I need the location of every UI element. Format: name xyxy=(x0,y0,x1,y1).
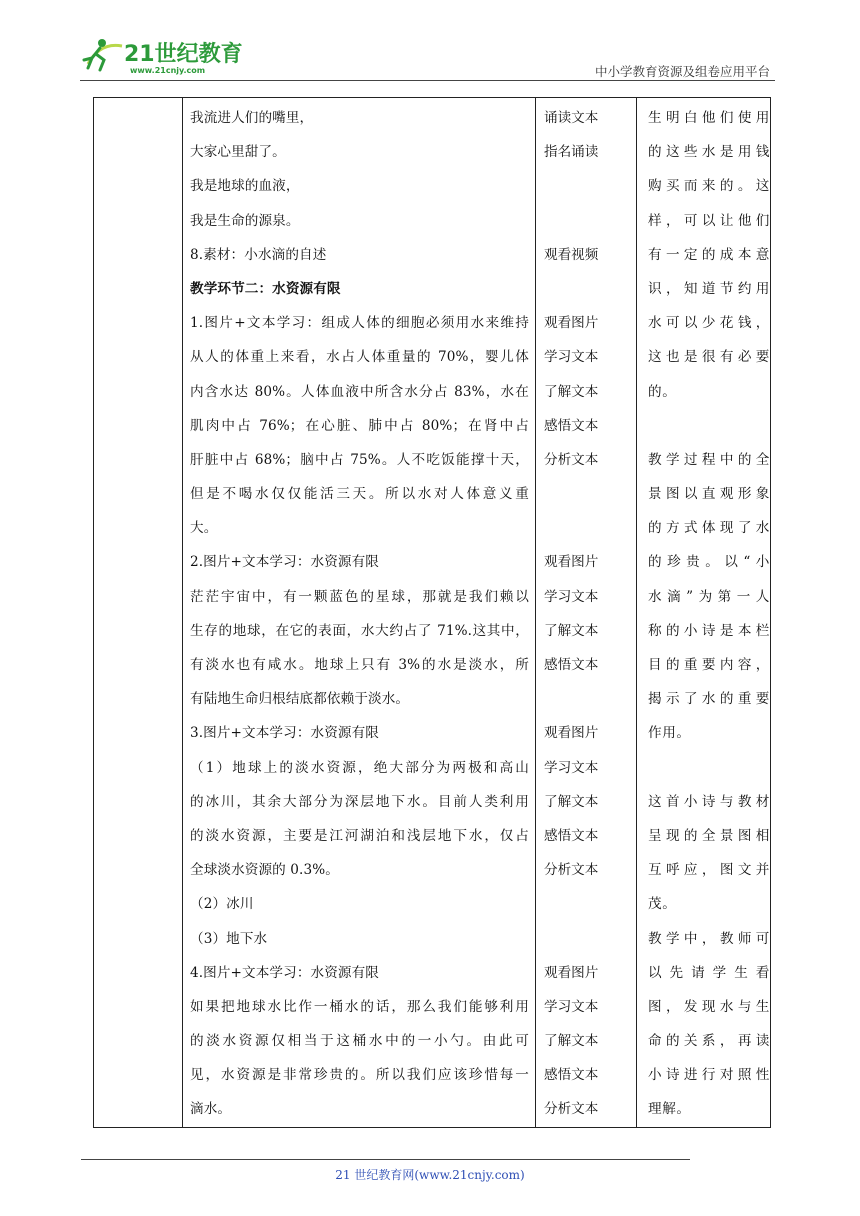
activity-line xyxy=(536,204,636,238)
design-line: 样，可以让他们 xyxy=(648,212,770,229)
activity-line: 学习文本 xyxy=(544,759,599,776)
design-line: 命的关系，再读 xyxy=(648,1033,770,1050)
content-line: 滴水。 xyxy=(190,1101,232,1118)
design-line: 教学过程中的全 xyxy=(648,451,770,468)
design-line: 的这些水是用钱 xyxy=(648,144,770,161)
content-line: 的淡水资源，主要是江河湖泊和浅层地下水，仅占 xyxy=(190,827,529,844)
design-line: 教学中，教师可 xyxy=(648,930,770,947)
runner-logo-icon xyxy=(78,34,248,78)
design-cell xyxy=(637,98,771,1128)
activity-line: 感悟文本 xyxy=(544,657,599,673)
content-line: （2）冰川 xyxy=(190,896,254,913)
activity-line: 感悟文本 xyxy=(544,417,599,434)
content-line: 2.图片+文本学习：水资源有限 xyxy=(190,554,379,571)
activity-line: 诵读文本 xyxy=(544,110,599,126)
design-line: 景图以直观形象 xyxy=(648,486,770,503)
design-line: 购买而来的。这 xyxy=(648,178,770,195)
content-line: 我是生命的源泉。 xyxy=(190,212,300,229)
activity-line: 分析文本 xyxy=(544,862,599,879)
design-line: 茂。 xyxy=(648,896,677,913)
content-line: 的冰川，其余大部分为深层地下水。目前人类利用 xyxy=(190,793,529,810)
design-line xyxy=(637,409,770,443)
design-line: 识，知道节约用 xyxy=(648,280,770,297)
design-line: 的珍贵。以“小 xyxy=(648,554,770,571)
content-line: 但是不喝水仅仅能活三天。所以水对人体意义重 xyxy=(190,486,529,503)
content-line: 8.素材：小水滴的自述 xyxy=(190,246,327,263)
content-line: 我流进人们的嘴里， xyxy=(190,110,314,126)
lesson-plan-table xyxy=(93,97,771,1128)
design-line xyxy=(637,751,770,785)
activity-line: 指名诵读 xyxy=(544,144,599,161)
design-line: 的。 xyxy=(648,383,677,400)
content-line: 1.图片+文本学习：组成人体的细胞必须用水来维持 xyxy=(190,315,529,332)
activity-line: 观看图片 xyxy=(544,315,599,332)
design-line: 以先请学生看 xyxy=(648,964,770,981)
design-line: 这首小诗与教材 xyxy=(648,793,770,810)
activity-line: 了解文本 xyxy=(544,1033,599,1050)
content-line: 4.图片+文本学习：水资源有限 xyxy=(190,964,379,981)
design-line: 理解。 xyxy=(648,1101,691,1118)
content-line: 生存的地球，在它的表面，水大约占了 71%.这其中， xyxy=(190,622,529,639)
activity-line xyxy=(536,272,636,306)
content-line: 大。 xyxy=(190,520,218,537)
design-line: 水可以少花钱， xyxy=(648,315,770,332)
content-line: （1）地球上的淡水资源，绝大部分为两极和高山 xyxy=(190,759,529,776)
design-line: 呈现的全景图相 xyxy=(648,827,770,844)
activity-cell xyxy=(536,98,637,1128)
content-line: 教学环节二：水资源有限 xyxy=(190,280,341,297)
activity-line xyxy=(536,477,636,511)
content-line: 如果把地球水比作一桶水的话，那么我们能够利用 xyxy=(190,998,529,1015)
site-logo xyxy=(78,34,248,78)
svg-text:www.21cnjy.com: www.21cnjy.com xyxy=(130,66,206,75)
activity-line xyxy=(536,682,636,716)
content-line: 大家心里甜了。 xyxy=(190,144,286,161)
footer-divider xyxy=(81,1159,690,1160)
content-line: 有淡水也有咸水。地球上只有 3%的水是淡水，所 xyxy=(190,657,529,673)
header-divider xyxy=(80,80,775,81)
footer-source: 21 世纪教育网(www.21cnjy.com) xyxy=(335,1168,525,1182)
activity-line: 观看图片 xyxy=(544,964,599,981)
design-line: 的方式体现了水 xyxy=(648,520,770,537)
activity-line: 分析文本 xyxy=(544,451,599,468)
activity-line: 感悟文本 xyxy=(544,827,599,844)
design-line: 有一定的成本意 xyxy=(648,246,770,263)
content-line: 我是地球的血液， xyxy=(190,178,300,195)
content-line: 3.图片+文本学习：水资源有限 xyxy=(190,725,379,742)
design-line: 图，发现水与生 xyxy=(648,998,770,1015)
activity-line: 观看图片 xyxy=(544,554,599,571)
design-line: 称的小诗是本栏 xyxy=(648,622,770,639)
content-line: 从人的体重上来看，水占人体重量的 70%，婴儿体 xyxy=(190,349,529,366)
design-line: 互呼应，图文并 xyxy=(648,862,770,879)
svg-text:21世纪教育: 21世纪教育 xyxy=(124,42,243,67)
design-line: 这也是很有必要 xyxy=(648,349,770,366)
content-line: （3）地下水 xyxy=(190,930,268,947)
activity-line: 观看视频 xyxy=(544,246,599,263)
design-line: 作用。 xyxy=(648,725,691,742)
activity-line: 学习文本 xyxy=(544,349,599,366)
activity-line: 分析文本 xyxy=(544,1101,599,1118)
content-line: 内含水达 80%。人体血液中所含水分占 83%，水在 xyxy=(190,383,529,400)
design-line: 水滴”为第一人 xyxy=(648,588,770,605)
platform-name: 中小学教育资源及组卷应用平台 xyxy=(594,64,770,79)
stage-cell xyxy=(94,98,183,1128)
activity-line: 了解文本 xyxy=(544,622,599,639)
content-line: 全球淡水资源的 0.3%。 xyxy=(190,862,339,879)
activity-line xyxy=(536,511,636,545)
activity-line xyxy=(536,169,636,203)
activity-line: 了解文本 xyxy=(544,793,599,810)
activity-line: 学习文本 xyxy=(544,998,599,1015)
content-line: 的淡水资源仅相当于这桶水中的一小勺。由此可 xyxy=(190,1033,529,1050)
content-line: 肝脏中占 68%；脑中占 75%。人不吃饭能撑十天， xyxy=(190,451,529,468)
activity-line: 感悟文本 xyxy=(544,1067,599,1084)
content-line: 茫茫宇宙中，有一颗蓝色的星球，那就是我们赖以 xyxy=(190,588,529,605)
content-line: 有陆地生命归根结底都依赖于淡水。 xyxy=(190,691,410,708)
design-line: 揭示了水的重要 xyxy=(648,691,770,708)
activity-line: 学习文本 xyxy=(544,588,599,605)
activity-line xyxy=(536,887,636,921)
activity-line: 了解文本 xyxy=(544,383,599,400)
activity-line xyxy=(536,922,636,956)
table-row xyxy=(94,98,771,1128)
design-line: 小诗进行对照性 xyxy=(648,1067,770,1084)
content-line: 肌肉中占 76%；在心脏、肺中占 80%；在肾中占 xyxy=(190,417,529,434)
design-line: 生明白他们使用 xyxy=(648,110,770,126)
activity-line: 观看图片 xyxy=(544,725,599,742)
content-cell xyxy=(183,98,536,1128)
design-line: 目的重要内容， xyxy=(648,657,770,673)
content-line: 见，水资源是非常珍贵的。所以我们应该珍惜每一 xyxy=(190,1067,529,1084)
